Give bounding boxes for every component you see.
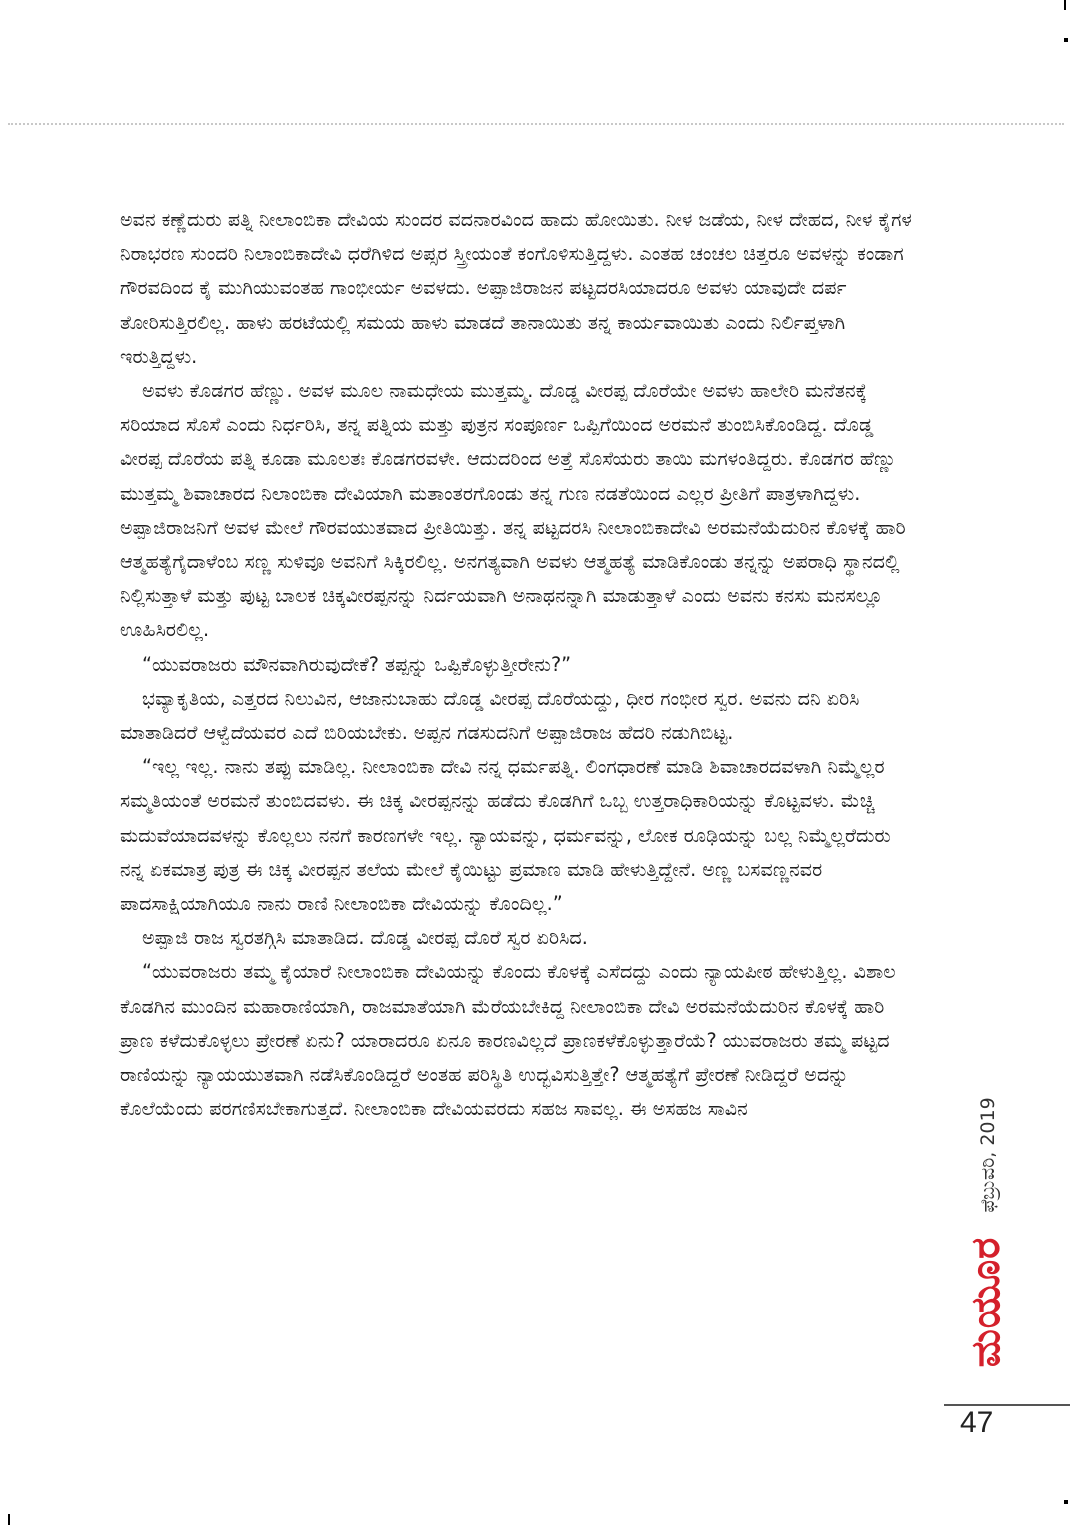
- dotted-rule: [8, 123, 1064, 125]
- paragraph: “ಯುವರಾಜರು ಮೌನವಾಗಿರುವುದೇಕೆ? ತಪ್ಪನ್ನು ಒಪ್ಪಿಕೊಳ್ಳುತ್ತೀರೇನು?”: [142, 652, 572, 676]
- paragraph: ಅವನ ಕಣ್ಣೆದುರು ಪತ್ನಿ ನೀಲಾಂಬಿಕಾ ದೇವಿಯ ಸುಂದರ ವದನಾರವಿಂದ ಹಾದು ಹೋಯಿತು. ನೀಳ ಜಡೆಯ, ನೀಳ ದೇಹದ, ನೀಳ ಕೈಗಳ ನಿರಾಭರಣ ಸುಂದರಿ ನಿಲಾಂಬಿಕಾದೇವಿ ಧರೆಗಿಳಿದ ಅಪ್ಸರ ಸ್ತ್ರೀಯಂತೆ ಕಂಗೊಳಿಸುತ್ತಿದ್ದಳು. ಎಂತಹ ಚಂಚಲ ಚಿತ್ತರೂ ಅವಳನ್ನು ಕಂಡಾಗ ಗೌರವದಿಂದ ಕೈ ಮುಗಿಯುವಂತಹ ಗಾಂಭೀರ್ಯ ಅವಳದು. ಅಪ್ಪಾಜಿರಾಜನ ಪಟ್ಟದರಸಿಯಾದರೂ ಅವಳು ಯಾವುದೇ ದರ್ಪ ತೋರಿಸುತ್ತಿರಲಿಲ್ಲ. ಹಾಳು ಹರಟೆಯಲ್ಲಿ ಸಮಯ ಹಾಳು ಮಾಡದೆ ತಾನಾಯಿತು ತನ್ನ ಕಾರ್ಯವಾಯಿತು ಎಂದು ನಿರ್ಲಿಪ್ತಳಾಗಿ ಇರುತ್ತಿದ್ದಳು.: [120, 208, 912, 368]
- magazine-logo: ಮಯೂರ: [963, 1236, 1009, 1368]
- paragraph: ಅವಳು ಕೊಡಗರ ಹೆಣ್ಣು. ಅವಳ ಮೂಲ ನಾಮಧೇಯ ಮುತ್ತಮ್ಮ. ದೊಡ್ಡ ವೀರಪ್ಪ ದೊರೆಯೇ ಅವಳು ಹಾಲೇರಿ ಮನೆತನಕ್ಕೆ ಸರಿಯಾದ ಸೊಸೆ ಎಂದು ನಿರ್ಧರಿಸಿ, ತನ್ನ ಪತ್ನಿಯ ಮತ್ತು ಪುತ್ರನ ಸಂಪೂರ್ಣ ಒಪ್ಪಿಗೆಯಿಂದ ಅರಮನೆ ತುಂಬಿಸಿಕೊಂಡಿದ್ದ. ದೊಡ್ಡ ವೀರಪ್ಪ ದೊರೆಯ ಪತ್ನಿ ಕೂಡಾ ಮೂಲತಃ ಕೊಡಗರವಳೇ. ಆದುದರಿಂದ ಅತ್ತೆ ಸೊಸೆಯರು ತಾಯಿ ಮಗಳಂತಿದ್ದರು. ಕೊಡಗರ ಹೆಣ್ಣು ಮುತ್ತಮ್ಮ ಶಿವಾಚಾರದ ನಿಲಾಂಬಿಕಾ ದೇವಿಯಾಗಿ ಮತಾಂತರಗೊಂಡು ತನ್ನ ಗುಣ ನಡತೆಯಿಂದ ಎಲ್ಲರ ಪ್ರೀತಿಗೆ ಪಾತ್ರಳಾಗಿದ್ದಳು. ಅಪ್ಪಾಜಿರಾಜನಿಗೆ ಅವಳ ಮೇಲೆ ಗೌರವಯುತವಾದ ಪ್ರೀತಿಯಿತ್ತು. ತನ್ನ ಪಟ್ಟದರಸಿ ನೀಲಾಂಬಿಕಾದೇವಿ ಅರಮನೆಯೆದುರಿನ ಕೊಳಕ್ಕೆ ಹಾರಿ ಆತ್ಮಹತ್ಯೆಗೈದಾಳೆಂಬ ಸಣ್ಣ ಸುಳಿವೂ ಅವನಿಗೆ ಸಿಕ್ಕಿರಲಿಲ್ಲ. ಅನಗತ್ಯವಾಗಿ ಅವಳು ಆತ್ಮಹತ್ಯೆ ಮಾಡಿಕೊಂಡು ತನ್ನನ್ನು ಅಪರಾಧಿ ಸ್ಥಾನದಲ್ಲಿ ನಿಲ್ಲಿಸುತ್ತಾಳೆ ಮತ್ತು ಪುಟ್ಟ ಬಾಲಕ ಚಿಕ್ಕವೀರಪ್ಪನನ್ನು ನಿರ್ದಯವಾಗಿ ಅನಾಥನನ್ನಾಗಿ ಮಾಡುತ್ತಾಳೆ ಎಂದು ಅವನು ಕನಸು ಮನಸಲ್ಲೂ ಊಹಿಸಿರಲಿಲ್ಲ.: [120, 379, 906, 642]
- crop-mark: [1064, 38, 1068, 42]
- page-number: 47: [960, 1406, 994, 1439]
- issue-date: ಫೆಬ್ರುವರಿ, 2019: [977, 1097, 999, 1213]
- crop-mark: [1064, 0, 1066, 10]
- paragraph: “ಇಲ್ಲ ಇಲ್ಲ. ನಾನು ತಪ್ಪು ಮಾಡಿಲ್ಲ. ನೀಲಾಂಬಿಕಾ ದೇವಿ ನನ್ನ ಧರ್ಮಪತ್ನಿ. ಲಿಂಗಧಾರಣೆ ಮಾಡಿ ಶಿವಾಚಾರದವಳಾಗಿ ನಿಮ್ಮೆಲ್ಲರ ಸಮ್ಮತಿಯಂತೆ ಅರಮನೆ ತುಂಬಿದವಳು. ಈ ಚಿಕ್ಕ ವೀರಪ್ಪನನ್ನು ಹಡೆದು ಕೊಡಗಿಗೆ ಒಬ್ಬ ಉತ್ತರಾಧಿಕಾರಿಯನ್ನು ಕೊಟ್ಟವಳು. ಮೆಚ್ಚಿ ಮದುವೆಯಾದವಳನ್ನು ಕೊಲ್ಲಲು ನನಗೆ ಕಾರಣಗಳೇ ಇಲ್ಲ. ನ್ಯಾಯವನ್ನು, ಧರ್ಮವನ್ನು, ಲೋಕ ರೂಢಿಯನ್ನು ಬಲ್ಲ ನಿಮ್ಮೆಲ್ಲರೆದುರು ನನ್ನ ಏಕಮಾತ್ರ ಪುತ್ರ ಈ ಚಿಕ್ಕ ವೀರಪ್ಪನ ತಲೆಯ ಮೇಲೆ ಕೈಯಿಟ್ಟು ಪ್ರಮಾಣ ಮಾಡಿ ಹೇಳುತ್ತಿದ್ದೇನೆ. ಅಣ್ಣ ಬಸವಣ್ಣನವರ ಪಾದಸಾಕ್ಷಿಯಾಗಿಯೂ ನಾನು ರಾಣಿ ನೀಲಾಂಬಿಕಾ ದೇವಿಯನ್ನು ಕೊಂದಿಲ್ಲ.”: [120, 755, 891, 916]
- crop-mark: [8, 1514, 10, 1525]
- article-body: [120, 203, 920, 1126]
- paragraph: ಭವ್ಯಾಕೃತಿಯ, ಎತ್ತರದ ನಿಲುವಿನ, ಆಜಾನುಬಾಹು ದೊಡ್ಡ ವೀರಪ್ಪ ದೊರೆಯದ್ದು, ಧೀರ ಗಂಭೀರ ಸ್ವರ. ಅವನು ದನಿ ಏರಿಸಿ ಮಾತಾಡಿದರೆ ಆಳ್ವೆದೆಯವರ ಎದೆ ಬಿರಿಯಬೇಕು. ಅಪ್ಪನ ಗಡಸುದನಿಗೆ ಅಪ್ಪಾಜಿರಾಜ ಹೆದರಿ ನಡುಗಿಬಿಟ್ಟ.: [120, 686, 860, 745]
- paragraph: ಅಪ್ಪಾಜಿ ರಾಜ ಸ್ವರತಗ್ಗಿಸಿ ಮಾತಾಡಿದ. ದೊಡ್ಡ ವೀರಪ್ಪ ದೊರೆ ಸ್ವರ ಏರಿಸಿದ.: [142, 926, 588, 950]
- paragraph: “ಯುವರಾಜರು ತಮ್ಮ ಕೈಯಾರೆ ನೀಲಾಂಬಿಕಾ ದೇವಿಯನ್ನು ಕೊಂದು ಕೊಳಕ್ಕೆ ಎಸೆದದ್ದು ಎಂದು ನ್ಯಾಯಪೀಠ ಹೇಳುತ್ತಿಲ್ಲ. ವಿಶಾಲ ಕೊಡಗಿನ ಮುಂದಿನ ಮಹಾರಾಣಿಯಾಗಿ, ರಾಜಮಾತೆಯಾಗಿ ಮೆರೆಯಬೇಕಿದ್ದ ನೀಲಾಂಬಿಕಾ ದೇವಿ ಅರಮನೆಯೆದುರಿನ ಕೊಳಕ್ಕೆ ಹಾರಿ ಪ್ರಾಣ ಕಳೆದುಕೊಳ್ಳಲು ಪ್ರೇರಣೆ ಏನು? ಯಾರಾದರೂ ಏನೂ ಕಾರಣವಿಲ್ಲದೆ ಪ್ರಾಣಕಳೆಕೊಳ್ಳುತ್ತಾರೆಯೆ? ಯುವರಾಜರು ತಮ್ಮ ಪಟ್ಟದ ರಾಣಿಯನ್ನು ನ್ಯಾಯಯುತವಾಗಿ ನಡೆಸಿಕೊಂಡಿದ್ದರೆ ಅಂತಹ ಪರಿಸ್ಥಿತಿ ಉದ್ಭವಿಸುತ್ತಿತ್ತೇ? ಆತ್ಮಹತ್ಯೆಗೆ ಪ್ರೇರಣೆ ನೀಡಿದ್ದರೆ ಅದನ್ನು ಕೊಲೆಯೆಂದು ಪರಗಣಿಸಬೇಕಾಗುತ್ತದೆ. ನೀಲಾಂಬಿಕಾ ದೇವಿಯವರದು ಸಹಜ ಸಾವಲ್ಲ. ಈ ಅಸಹಜ ಸಾವಿನ: [120, 960, 896, 1121]
- crop-mark: [1064, 1500, 1068, 1504]
